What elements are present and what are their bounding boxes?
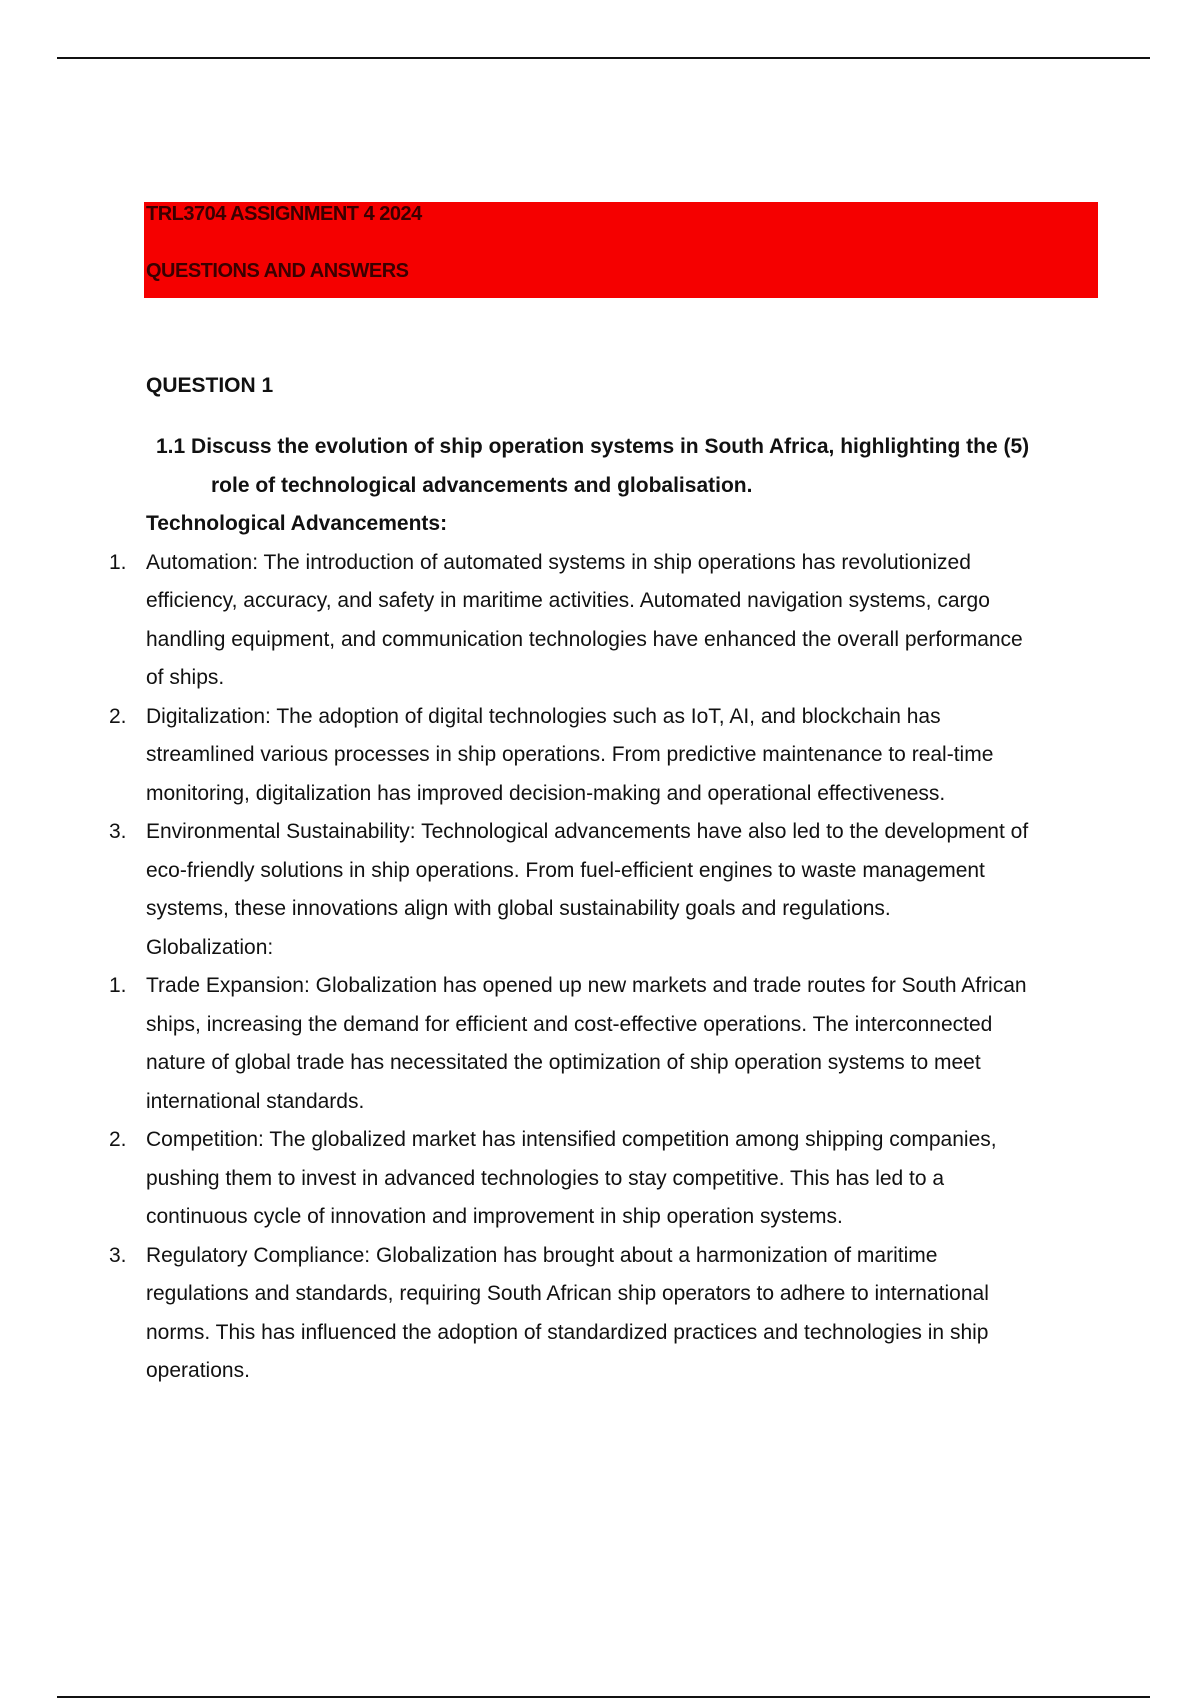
list-item-line [0,1275,1200,1314]
section-heading-globalization [0,929,1200,968]
title-banner [144,202,1098,298]
list-number: 2. [109,704,127,728]
line-text: handling equipment, and communication technologies have enhanced the overall performance [146,627,1023,651]
line-text: eco-friendly solutions in ship operations. From fuel-efficient engines to waste management [146,858,985,882]
list-item-line [0,698,1200,737]
line-text: nature of global trade has necessitated the optimization of ship operation systems to meet [146,1051,981,1074]
section-heading-technological [0,505,1200,544]
list-item-line [0,852,1200,891]
list-item-line [0,1006,1200,1045]
list-item-line [0,1237,1200,1276]
line-text: efficiency, accuracy, and safety in maritime activities. Automated navigation systems, cargo [146,589,990,612]
list-item-line [0,621,1200,660]
list-item-line [0,582,1200,621]
list-item-line [0,544,1200,583]
line-text: Environmental Sustainability: Technological advancements have also led to the development of [146,820,1029,843]
line-text: role of technological advancements and globalisation. [211,473,753,497]
question-text [0,467,1200,506]
line-text: monitoring, digitalization has improved decision-making and operational effectiveness. [146,781,946,805]
list-number: 3. [109,1243,127,1267]
line-text: systems, these innovations align with global sustainability goals and regulations. [146,897,891,920]
list-item-line [0,1352,1200,1391]
line-text: norms. This has influenced the adoption of standardized practices and technologies in ship [146,1320,989,1344]
line-text: international standards. [146,1089,365,1113]
list-item-line [0,890,1200,929]
line-text: streamlined various processes in ship operations. From predictive maintenance to real-time [146,743,994,766]
line-text: Digitalization: The adoption of digital technologies such as IoT, AI, and blockchain has [146,704,941,728]
list-number: 1. [109,974,127,997]
list-item-line [0,1314,1200,1353]
line-text: continuous cycle of innovation and improvement in ship operation systems. [146,1205,843,1228]
list-number: 1. [109,550,127,574]
list-item-line [0,1160,1200,1199]
line-text: ships, increasing the demand for efficient and cost-effective operations. The interconnected [146,1012,993,1036]
line-text: Regulatory Compliance: Globalization has brought about a harmonization of maritime [146,1243,938,1267]
line-text: of ships. [146,666,225,689]
line-text: pushing them to invest in advanced technologies to stay competitive. This has led to a [146,1166,945,1190]
document-title: TRL3704 ASSIGNMENT 4 2024 [146,203,422,225]
list-item-line [0,967,1200,1006]
line-text: Automation: The introduction of automated systems in ship operations has revolutionized [146,550,971,574]
line-text: 1.1 Discuss the evolution of ship operation systems in South Africa, highlighting the (5) [156,435,1030,458]
list-item-line [0,775,1200,814]
document-body [0,428,1200,1391]
line-text: Globalization: [146,935,274,959]
line-text: Trade Expansion: Globalization has opened up new markets and trade routes for South African [146,974,1027,997]
bottom-rule [57,1696,1150,1698]
top-rule [57,57,1150,59]
line-text: operations. [146,1359,250,1382]
line-text: Technological Advancements: [146,512,448,535]
list-item-line [0,1198,1200,1237]
list-item-line [0,1083,1200,1122]
list-item-line [0,736,1200,775]
list-number: 3. [109,820,127,843]
list-item-line [0,1121,1200,1160]
question-heading: QUESTION 1 [146,374,274,397]
list-item-line [0,659,1200,698]
line-text: Competition: The globalized market has intensified competition among shipping companies, [146,1128,997,1151]
list-number: 2. [109,1128,127,1151]
list-item-line [0,813,1200,852]
question-text [0,428,1200,467]
line-text: regulations and standards, requiring South African ship operators to adhere to international [146,1282,989,1305]
list-item-line [0,1044,1200,1083]
document-subtitle: QUESTIONS AND ANSWERS [146,260,409,282]
